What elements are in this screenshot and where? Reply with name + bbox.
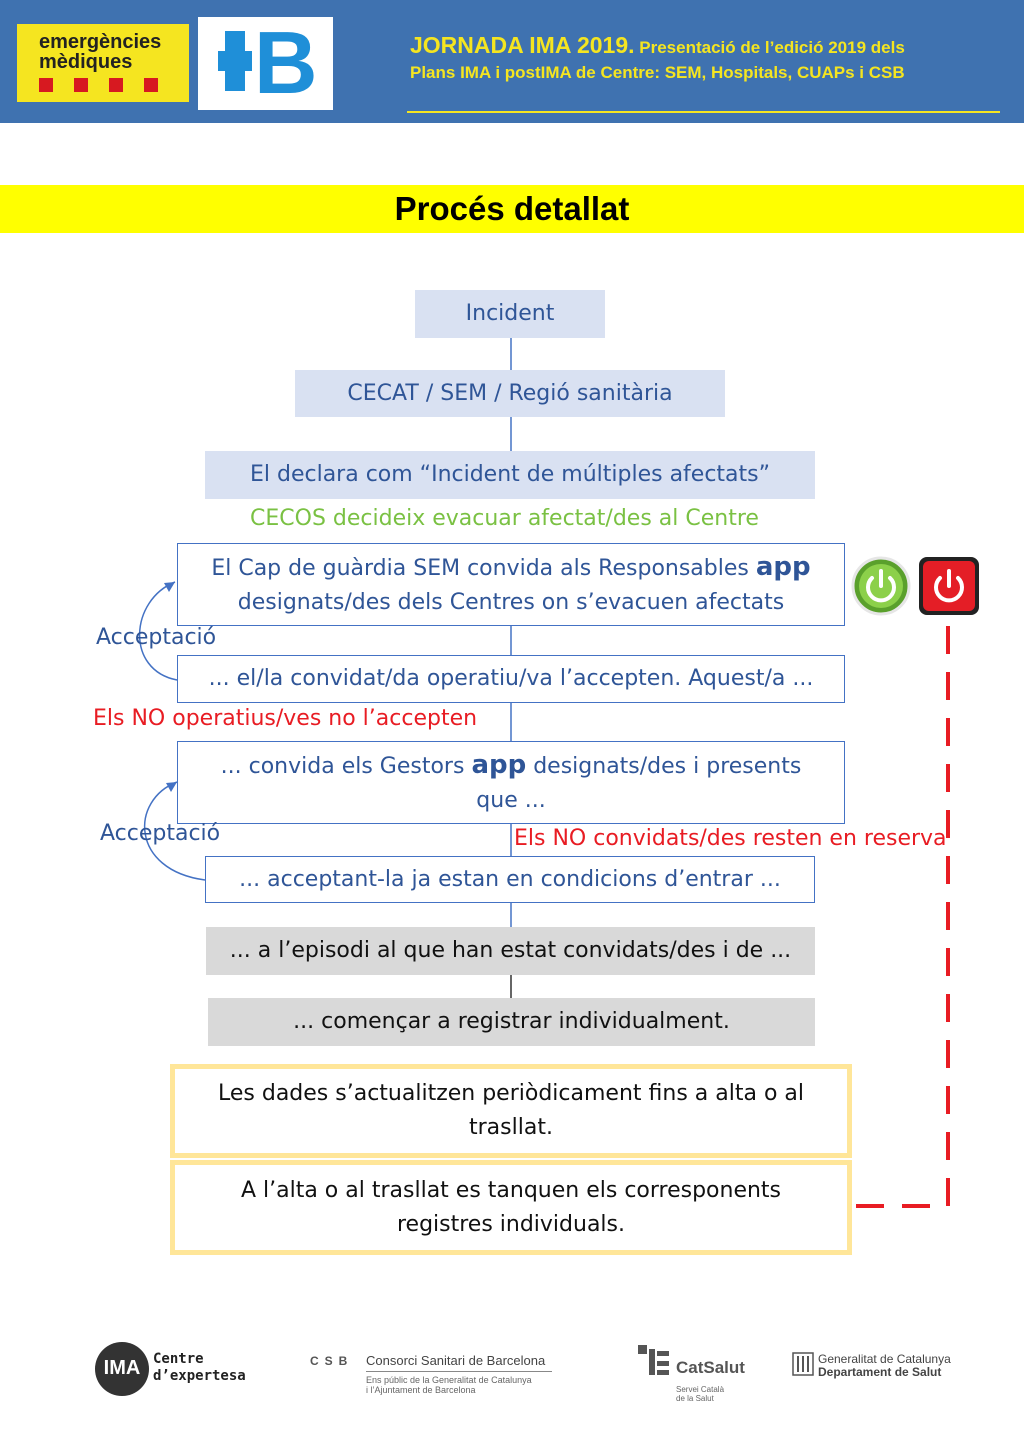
alta-text-2: registres individuals. (396, 1211, 626, 1237)
header-title-main: JORNADA IMA 2019. (410, 32, 635, 58)
header-title-line2: Plans IMA i postIMA de Centre: SEM, Hospitals, CUAPs i CSB (410, 63, 905, 82)
cecat-box: CECAT / SEM / Regió sanitària (295, 370, 725, 417)
cecos-label: CECOS decideix evacuar afectat/des al Centre (250, 506, 759, 531)
departament-name: Departament de Salut (818, 1365, 942, 1379)
convidat-box: ... el/la convidat/da operatiu/va l’accepten. Aquest/a ... (177, 655, 845, 703)
power-off-icon (918, 556, 980, 616)
ima-logo-text: IMA (103, 1357, 141, 1379)
power-on-icon (850, 556, 912, 616)
app-label: app (471, 749, 527, 780)
header-title-rest: Presentació de l’edició 2019 dels (634, 38, 905, 57)
incident-box: Incident (415, 290, 605, 338)
gestors-text-2: designats/des i presents (526, 753, 802, 779)
logo-text-line1: emergències (39, 31, 162, 53)
no-convidats-label: Els NO convidats/des resten en reserva (514, 826, 947, 851)
gestors-text-3: que ... (476, 787, 546, 813)
cap-guardia-text: El Cap de guàrdia SEM convida als Responsables (211, 555, 756, 581)
alta-box (170, 1160, 852, 1255)
dades-box (170, 1064, 852, 1158)
generalitat-icon (792, 1352, 814, 1376)
generalitat-text (818, 1353, 951, 1379)
catsalut-sub-2: de la Salut (676, 1394, 714, 1403)
registrar-box: ... començar a registrar individualment. (208, 998, 815, 1046)
acceptacio-label: Acceptació (96, 625, 217, 650)
episodi-box: ... a l’episodi al que han estat convidats/des i de ... (206, 927, 815, 975)
cap-guardia-text-2: designats/des dels Centres on s’evacuen afectats (237, 589, 785, 615)
consorci-name: Consorci Sanitari de Barcelona (366, 1353, 546, 1368)
app-label: app (755, 551, 811, 582)
logo-text-line2: mèdiques (39, 51, 133, 73)
consorci-divider (366, 1371, 552, 1372)
dades-text: Les dades s’actualitzen periòdicament fins a alta o al (218, 1081, 804, 1106)
dades-text-2: trasllat. (469, 1115, 553, 1140)
page-title: Procés detallat (394, 190, 630, 227)
consorci-subtitle (366, 1375, 532, 1395)
generalitat-name: Generalitat de Catalunya (818, 1352, 951, 1366)
alta-text: A l’alta o al trasllat es tanquen els corresponents (240, 1177, 782, 1203)
consorci-sub-2: i l’Ajuntament de Barcelona (366, 1385, 476, 1395)
centre-text: Centre (153, 1351, 204, 1367)
gestors-text: ... convida els Gestors (220, 753, 472, 779)
no-operatius-label: Els NO operatius/ves no l’accepten (93, 706, 478, 731)
gestors-box (177, 741, 845, 824)
declara-box: El declara com “Incident de múltiples afectats” (205, 451, 815, 499)
consorci-sub-1: Ens públic de la Generalitat de Catalunya (366, 1375, 532, 1385)
catsalut-subtitle (676, 1385, 724, 1403)
catsalut-icon (638, 1345, 670, 1377)
cap-guardia-box (177, 543, 845, 626)
expertesa-text: d’expertesa (153, 1368, 246, 1384)
acceptant-box: ... acceptant-la ja estan en condicions d’entrar ... (205, 856, 815, 903)
csb-logo: CSB (310, 1354, 354, 1368)
catsalut-name: CatSalut (676, 1358, 745, 1377)
ima-logo (95, 1342, 149, 1396)
catsalut-sub-1: Servei Català (676, 1385, 725, 1394)
centre-expertesa (153, 1351, 246, 1385)
acceptacio-label: Acceptació (100, 821, 221, 846)
b-logo-letter: B (254, 13, 318, 112)
